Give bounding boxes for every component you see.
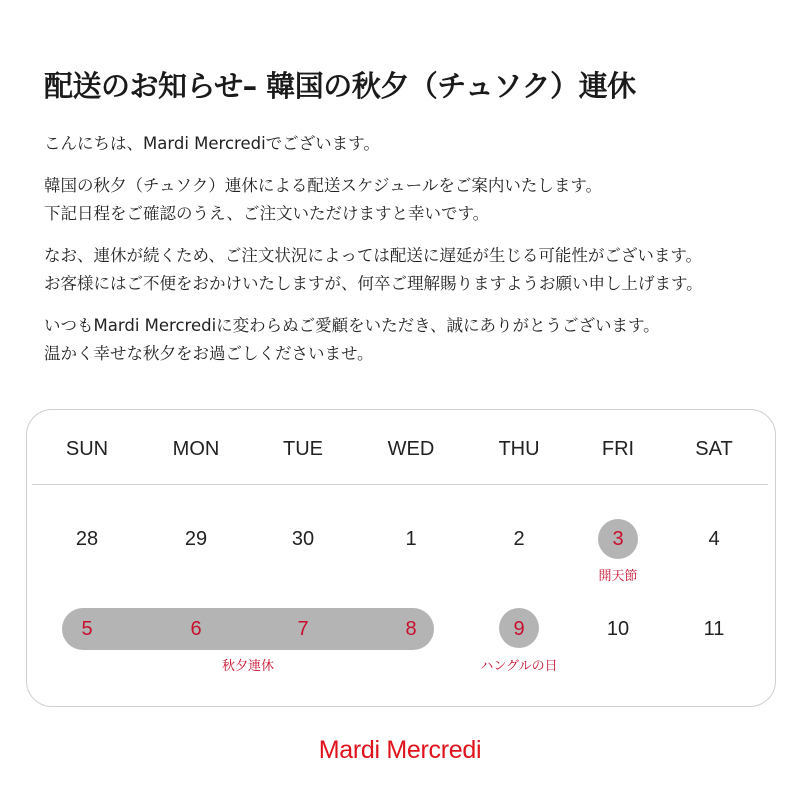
calendar-day-holiday: 6 — [190, 618, 202, 640]
thanks-line-2: 温かく幸せな秋夕をお過ごしくださいませ。 — [44, 344, 374, 363]
weekday-wed: WED — [387, 438, 435, 460]
calendar-header-divider — [32, 484, 768, 485]
calendar-day-holiday: 9 — [513, 618, 525, 640]
calendar-day-holiday: 3 — [612, 528, 624, 550]
calendar-day-holiday: 7 — [297, 618, 309, 640]
calendar-day: 11 — [703, 618, 725, 640]
thanks-line-1: いつもMardi Mercrediに変わらぬご愛顧をいただき、誠にありがとうございます。 — [44, 316, 660, 335]
delay-line-1: なお、連休が続くため、ご注文状況によっては配送に遅延が生じる可能性がございます。 — [44, 246, 703, 265]
holiday-label-hangul-day: ハングルの日 — [480, 659, 558, 674]
schedule-line-2: 下記日程をご確認のうえ、ご注文いただけますと幸いです。 — [44, 204, 490, 223]
calendar-day: 10 — [606, 618, 630, 640]
brand-logo: Mardi Mercredi — [318, 736, 482, 764]
calendar-day: 28 — [75, 528, 99, 550]
page-title: 配送のお知らせ– 韓国の秋夕（チュソク）連休 — [44, 69, 636, 103]
greeting-paragraph — [44, 130, 774, 158]
calendar-day-holiday: 5 — [81, 618, 93, 640]
greeting-line: こんにちは、Mardi Mercrediでございます。 — [44, 134, 380, 153]
calendar-day: 1 — [405, 528, 417, 550]
calendar-day: 29 — [184, 528, 208, 550]
delay-line-2: お客様にはご不便をおかけいたしますが、何卒ご理解賜りますようお願い申し上げます。 — [44, 274, 703, 293]
holiday-label-chuseok: 秋夕連休 — [221, 659, 274, 674]
weekday-thu: THU — [498, 438, 540, 460]
weekday-fri: FRI — [601, 438, 635, 460]
thanks-paragraph — [44, 312, 774, 368]
weekday-sat: SAT — [695, 438, 733, 460]
calendar-day: 30 — [291, 528, 315, 550]
holiday-label-kaitensetsu: 開天節 — [598, 569, 638, 584]
schedule-paragraph — [44, 172, 774, 228]
weekday-sun: SUN — [65, 438, 109, 460]
calendar-day: 2 — [513, 528, 525, 550]
schedule-line-1: 韓国の秋夕（チュソク）連休による配送スケジュールをご案内いたします。 — [44, 176, 603, 195]
weekday-mon: MON — [172, 438, 220, 460]
calendar-day-holiday: 8 — [405, 618, 417, 640]
weekday-tue: TUE — [283, 438, 323, 460]
chuseok-holiday-highlight — [62, 608, 434, 650]
delay-paragraph — [44, 242, 774, 298]
calendar-day: 4 — [708, 528, 720, 550]
